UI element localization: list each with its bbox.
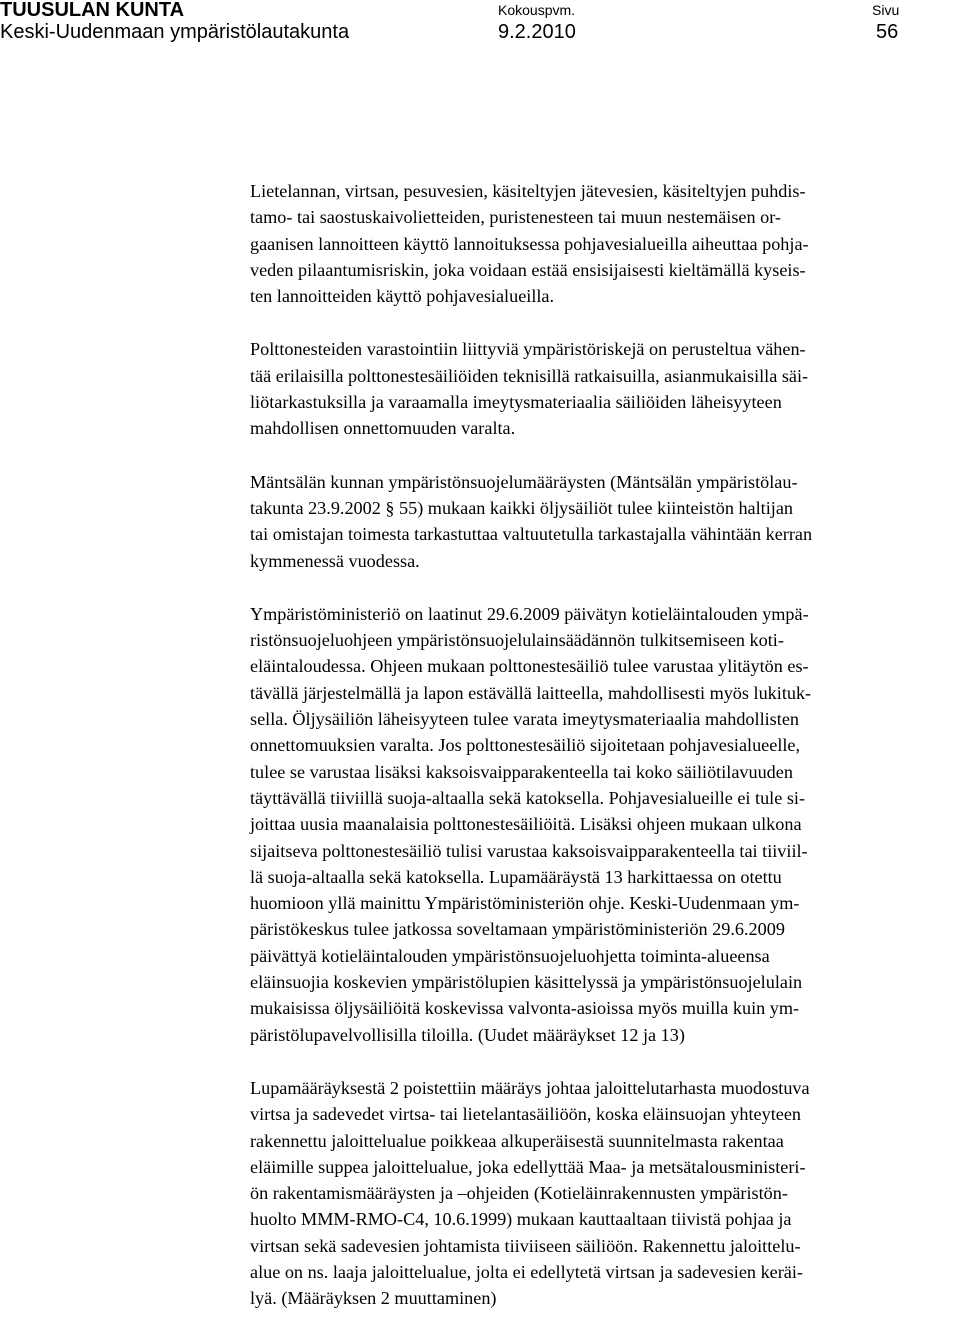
text-line: onnettomuuksien varalta. Jos polttonestesäiliö sijoitetaan pohjavesialueelle, <box>250 735 801 756</box>
text-line: Ympäristöministeriö on laatinut 29.6.2009 päivätyn kotieläintalouden ympä- <box>250 603 809 624</box>
text-line: eläimille suppea jaloittelualue, joka edellyttää Maa- ja metsätalousministeri- <box>250 1156 806 1177</box>
board-name: Keski-Uudenmaan ympäristölautakunta <box>0 21 350 43</box>
text-line: ten lannoitteiden käyttö pohjavesialueilla. <box>250 286 555 307</box>
text-line: tää erilaisilla polttonestesäiliöiden teknisillä ratkaisuilla, asianmukaisilla säi- <box>250 365 809 386</box>
document-body <box>250 178 960 1312</box>
text-line: täyttävällä tiiviillä suoja-altaalla sekä katoksella. Pohjavesialueille ei tule si- <box>250 787 806 808</box>
text-line: sella. Öljysäiliön läheisyyteen tulee varata imeytysmateriaalia mahdollisten <box>250 709 799 730</box>
paragraph <box>250 178 960 309</box>
text-line: veden pilaantumisriskin, joka voidaan estää ensisijaisesti kieltämällä kyseis- <box>250 259 806 280</box>
text-line: päristökeskus tulee jatkossa soveltamaan ympäristöministeriön 29.6.2009 <box>250 919 785 940</box>
text-line: Lietelannan, virtsan, pesuvesien, käsiteltyjen jätevesien, käsiteltyjen puhdis- <box>250 181 806 201</box>
meeting-date: 9.2.2010 <box>498 21 576 43</box>
text-line: huolto MMM-RMO-C4, 10.6.1999) mukaan kauttaaltaan tiivistä pohjaa ja <box>250 1209 792 1230</box>
text-line: alue on ns. laaja jaloittelualue, jolta ei edellytetä virtsan ja sadevesien keräi- <box>250 1261 803 1282</box>
text-line: tävällä järjestelmällä ja lapon estävällä laitteella, mahdollisesti myös lukituk- <box>250 682 812 703</box>
paragraph <box>250 336 960 441</box>
text-line: päivättyä kotieläintalouden ympäristönsuojeluohjetta toiminta-alueensa <box>250 945 770 966</box>
page-header <box>0 0 960 48</box>
paragraph <box>250 469 960 574</box>
text-line: gaanisen lannoitteen käyttö lannoituksessa pohjavesialueilla aiheuttaa pohja- <box>250 233 809 254</box>
organization-name: TUUSULAN KUNTA <box>0 0 185 21</box>
text-line: tamo- tai saostuskaivolietteiden, puristenesteen tai muun nestemäisen or- <box>250 207 781 228</box>
text-line: lä suoja-altaalla sekä katoksella. Lupamääräystä 13 harkittaessa on otettu <box>250 866 782 887</box>
page-label: Sivu <box>872 2 900 18</box>
text-line: mahdollisen onnettomuuden varalta. <box>250 418 516 439</box>
text-line: päristölupavelvollisilla tiloilla. (Uudet määräykset 12 ja 13) <box>250 1024 685 1045</box>
text-line: huomioon yllä mainittu Ympäristöministeriön ohje. Keski-Uudenmaan ym- <box>250 893 800 914</box>
page-number: 56 <box>876 21 899 43</box>
text-line: joittaa uusia maanalaisia polttonestesäiliöitä. Lisäksi ohjeen mukaan ulkona <box>250 814 802 835</box>
text-line: eläinsuojia koskevien ympäristölupien käsittelyssä ja ympäristönsuojelulain <box>250 972 803 993</box>
text-line: virtsan sekä sadevesien johtamista tiiviiseen säiliöön. Rakennettu jaloittelu- <box>250 1235 801 1256</box>
meeting-date-label: Kokouspvm. <box>498 2 576 18</box>
text-line: liötarkastuksilla ja varaamalla imeytysmateriaalia säiliöiden läheisyyteen <box>250 392 782 413</box>
text-line: ristönsuojeluohjeen ympäristönsuojelulainsäädännön tulkitsemiseen koti- <box>250 630 784 651</box>
text-line: eläintaloudessa. Ohjeen mukaan polttonestesäiliö tulee varustaa ylitäytön es- <box>250 656 809 677</box>
text-line: tai omistajan toimesta tarkastuttaa valtuutetulla tarkastajalla vähintään kerran <box>250 524 813 545</box>
text-line: kymmenessä vuodessa. <box>250 550 420 571</box>
text-line: Polttonesteiden varastointiin liittyviä ympäristöriskejä on perusteltua vähen- <box>250 339 806 360</box>
text-line: virtsa ja sadevedet virtsa- tai lietelantasäiliöön, koska eläinsuojan yhteyteen <box>250 1104 801 1125</box>
text-line: tulee se varustaa lisäksi kaksoisvaipparakenteella tai koko säiliötilavuuden <box>250 761 793 782</box>
text-line: Lupamääräyksestä 2 poistettiin määräys johtaa jaloittelutarhasta muodostuva <box>250 1077 810 1098</box>
text-line: ön rakentamismääräysten ja –ohjeiden (Kotieläinrakennusten ympäristön- <box>250 1183 788 1204</box>
paragraph <box>250 601 960 1048</box>
paragraph <box>250 1075 960 1312</box>
text-line: rakennettu jaloittelualue poikkeaa alkuperäisestä suunnitelmasta rakentaa <box>250 1130 784 1151</box>
text-line: sijaitseva polttonestesäiliö tulisi varustaa kaksoisvaipparakenteella tai tiiviil- <box>250 840 808 861</box>
text-line: mukaisissa öljysäiliöitä koskevissa valvonta-asioissa myös muilla kuin ym- <box>250 998 800 1019</box>
text-line: takunta 23.9.2002 § 55) mukaan kaikki öljysäiliöt tulee kiinteistön haltijan <box>250 497 794 518</box>
text-line: Mäntsälän kunnan ympäristönsuojelumääräysten (Mäntsälän ympäristölau- <box>250 471 798 492</box>
text-line: lyä. (Määräyksen 2 muuttaminen) <box>250 1288 497 1309</box>
